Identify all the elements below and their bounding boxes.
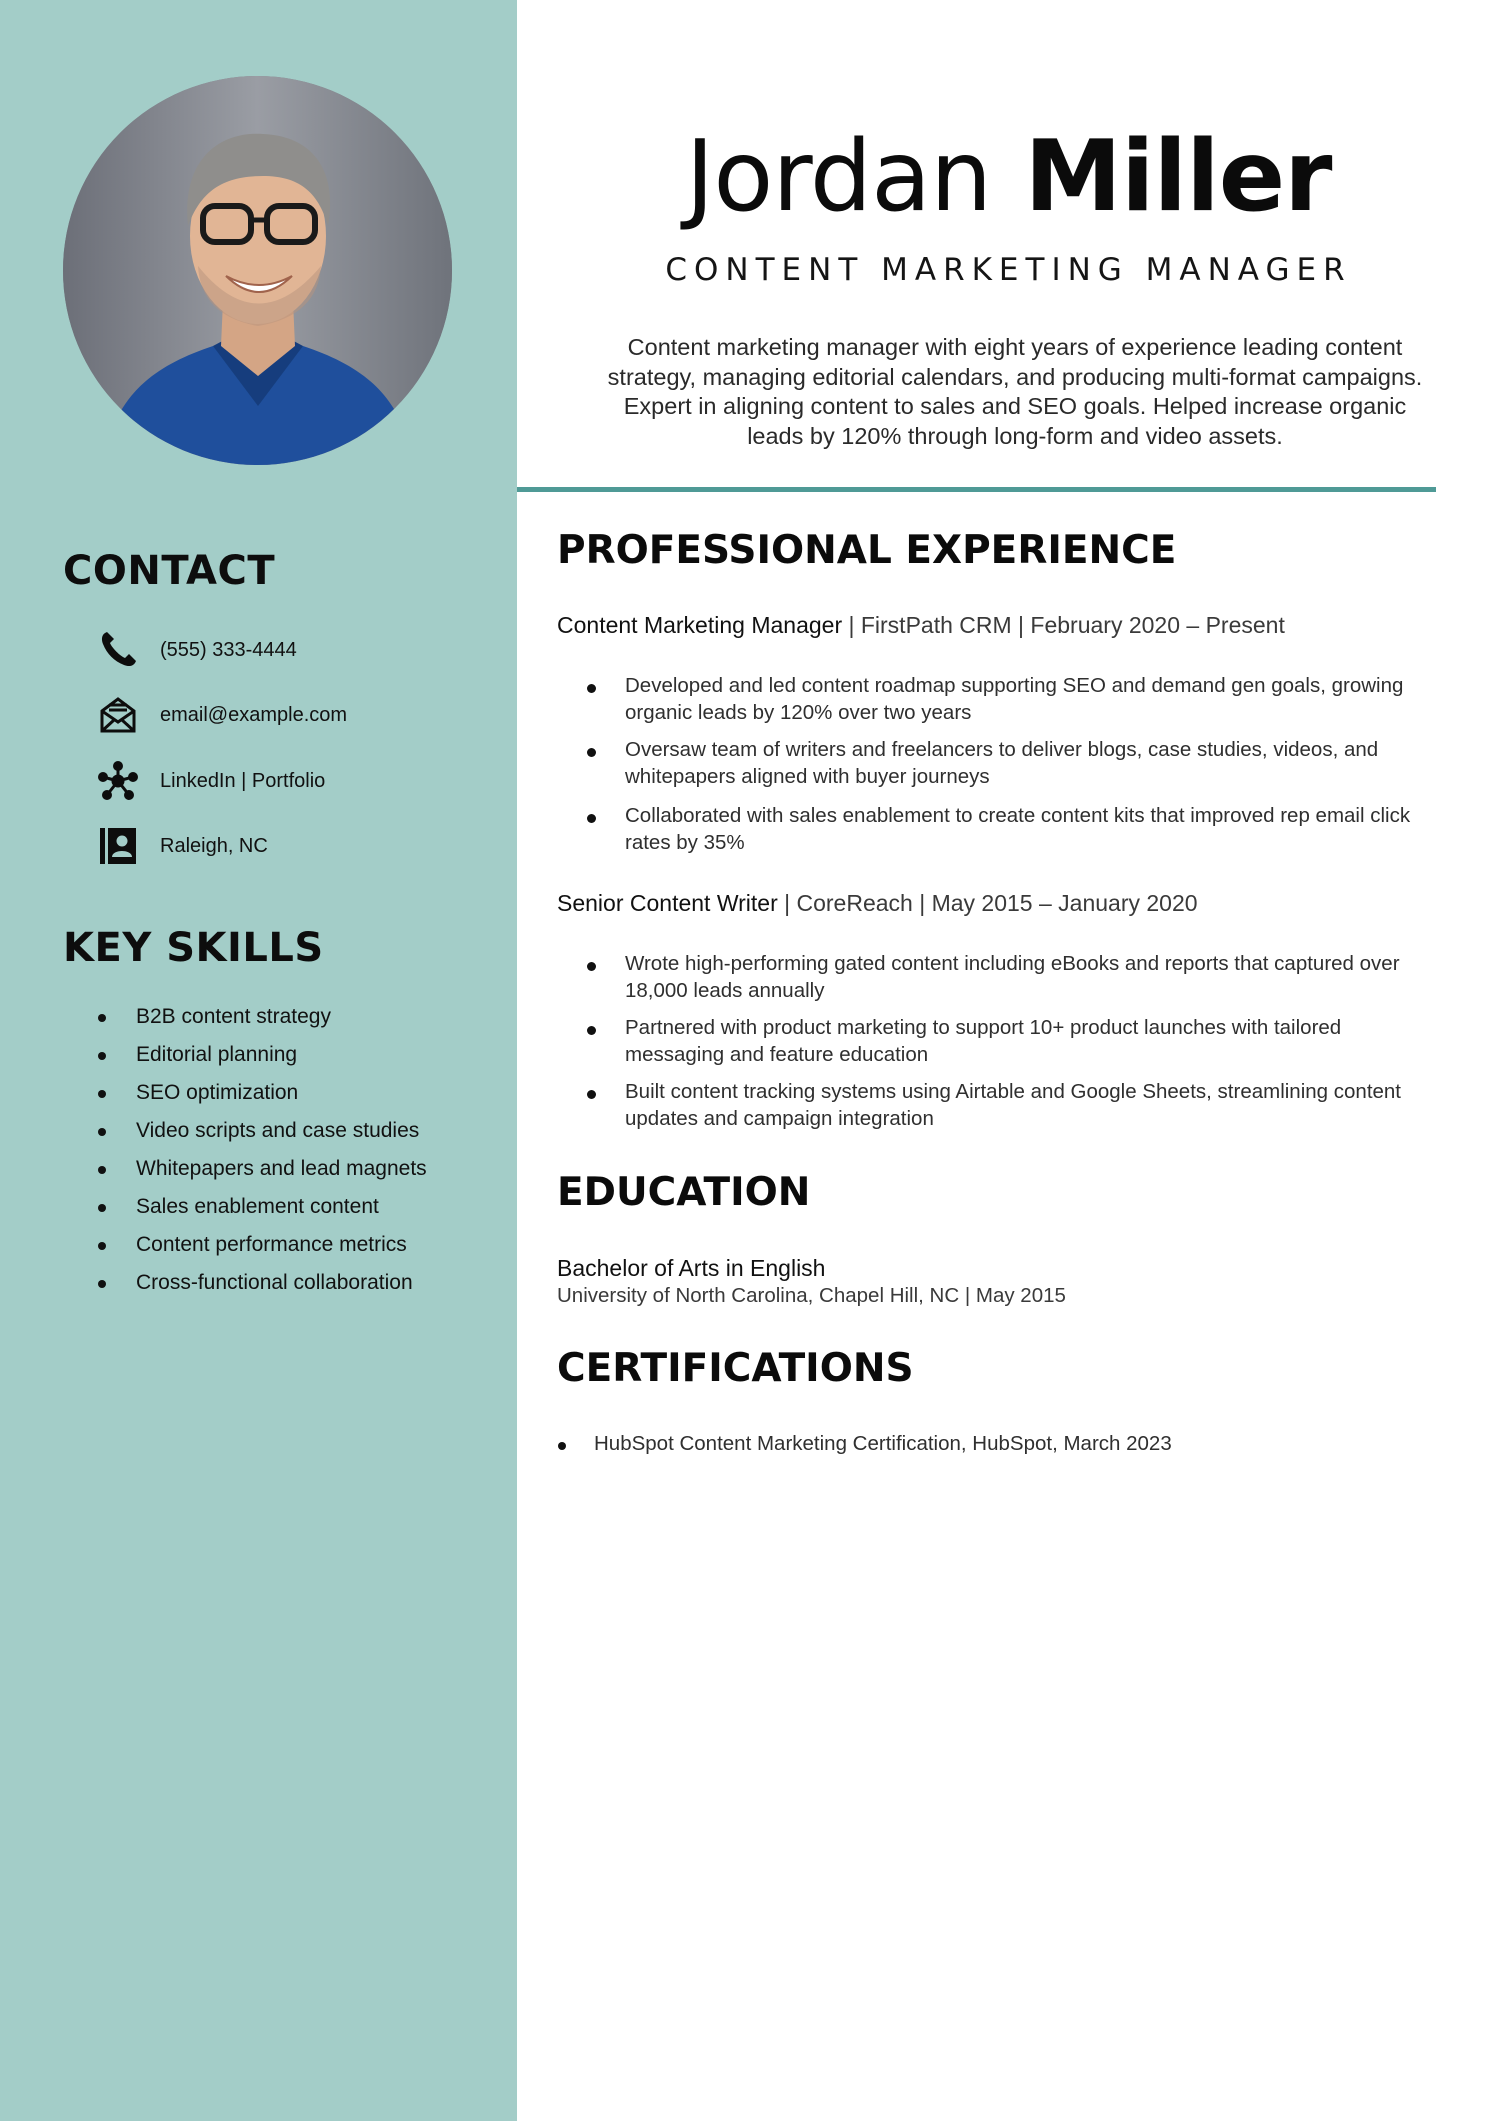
network-icon	[96, 759, 140, 803]
skill-item: Editorial planning	[96, 1040, 427, 1078]
experience-heading: PROFESSIONAL EXPERIENCE	[557, 528, 1177, 573]
contact-links	[96, 759, 325, 803]
links-text: LinkedIn | Portfolio	[160, 769, 326, 792]
certifications-heading: CERTIFICATIONS	[557, 1346, 914, 1391]
job-role: Senior Content Writer	[557, 890, 778, 916]
summary: Content marketing manager with eight years of experience leading content strategy, managing editorial calendars, and producing multi-format campaigns. Expert in aligning content to sales and SEO goals. Helped increase organic leads by 120% through long-form and video assets.	[607, 334, 1423, 449]
email-text: email@example.com	[160, 703, 348, 726]
header-divider	[517, 487, 1436, 492]
phone-text: (555) 333-4444	[160, 638, 297, 661]
school: University of North Carolina, Chapel Hill, NC | May 2015	[557, 1284, 1066, 1307]
certifications-list	[557, 1430, 1172, 1458]
job-bullet: Collaborated with sales enablement to create content kits that improved rep email click rates by 35%	[557, 802, 1427, 856]
profile-photo	[63, 76, 452, 465]
skill-item: Sales enablement content	[96, 1192, 427, 1230]
last-name: Miller	[1024, 120, 1332, 234]
phone-icon	[96, 628, 140, 672]
address-book-icon	[96, 824, 140, 868]
skill-item: Content performance metrics	[96, 1230, 427, 1268]
job-bullet: Developed and led content roadmap supporting SEO and demand gen goals, growing organic leads by 120% over two years	[557, 672, 1427, 726]
job-role: Content Marketing Manager	[557, 612, 843, 638]
skills-heading: KEY SKILLS	[63, 925, 324, 971]
sidebar	[0, 0, 517, 2121]
candidate-name	[517, 112, 1500, 242]
job-title: CONTENT MARKETING MANAGER	[665, 252, 1352, 288]
skill-item: Cross-functional collaboration	[96, 1268, 427, 1306]
job-bullet: Partnered with product marketing to support 10+ product launches with tailored messaging and feature education	[557, 1014, 1427, 1068]
first-name: Jordan	[685, 120, 992, 234]
job-details: | CoreReach | May 2015 – January 2020	[777, 890, 1198, 916]
job-title-line	[557, 890, 1198, 917]
skills-list	[96, 1002, 427, 1306]
job-bullet: Oversaw team of writers and freelancers to deliver blogs, case studies, videos, and whitepapers aligned with buyer journeys	[557, 736, 1427, 790]
job-bullets	[557, 950, 1427, 1132]
certification-item: HubSpot Content Marketing Certification, HubSpot, March 2023	[557, 1430, 1172, 1458]
job-title-line	[557, 612, 1285, 639]
location-text: Raleigh, NC	[160, 834, 268, 857]
job-bullets	[557, 672, 1427, 856]
job-bullet: Wrote high-performing gated content including eBooks and reports that captured over 18,000 leads annually	[557, 950, 1427, 1004]
skill-item: Video scripts and case studies	[96, 1116, 427, 1154]
skill-item: SEO optimization	[96, 1078, 427, 1116]
skill-item: Whitepapers and lead magnets	[96, 1154, 427, 1192]
contact-email	[96, 693, 347, 737]
contact-phone	[96, 628, 297, 672]
education-heading: EDUCATION	[557, 1170, 811, 1215]
job-details: | FirstPath CRM | February 2020 – Present	[842, 612, 1285, 638]
degree: Bachelor of Arts in English	[557, 1255, 826, 1281]
contact-heading: CONTACT	[63, 548, 276, 594]
contact-location	[96, 824, 268, 868]
envelope-icon	[96, 693, 140, 737]
job-bullet: Built content tracking systems using Airtable and Google Sheets, streamlining content updates and campaign integration	[557, 1078, 1427, 1132]
skill-item: B2B content strategy	[96, 1002, 427, 1040]
